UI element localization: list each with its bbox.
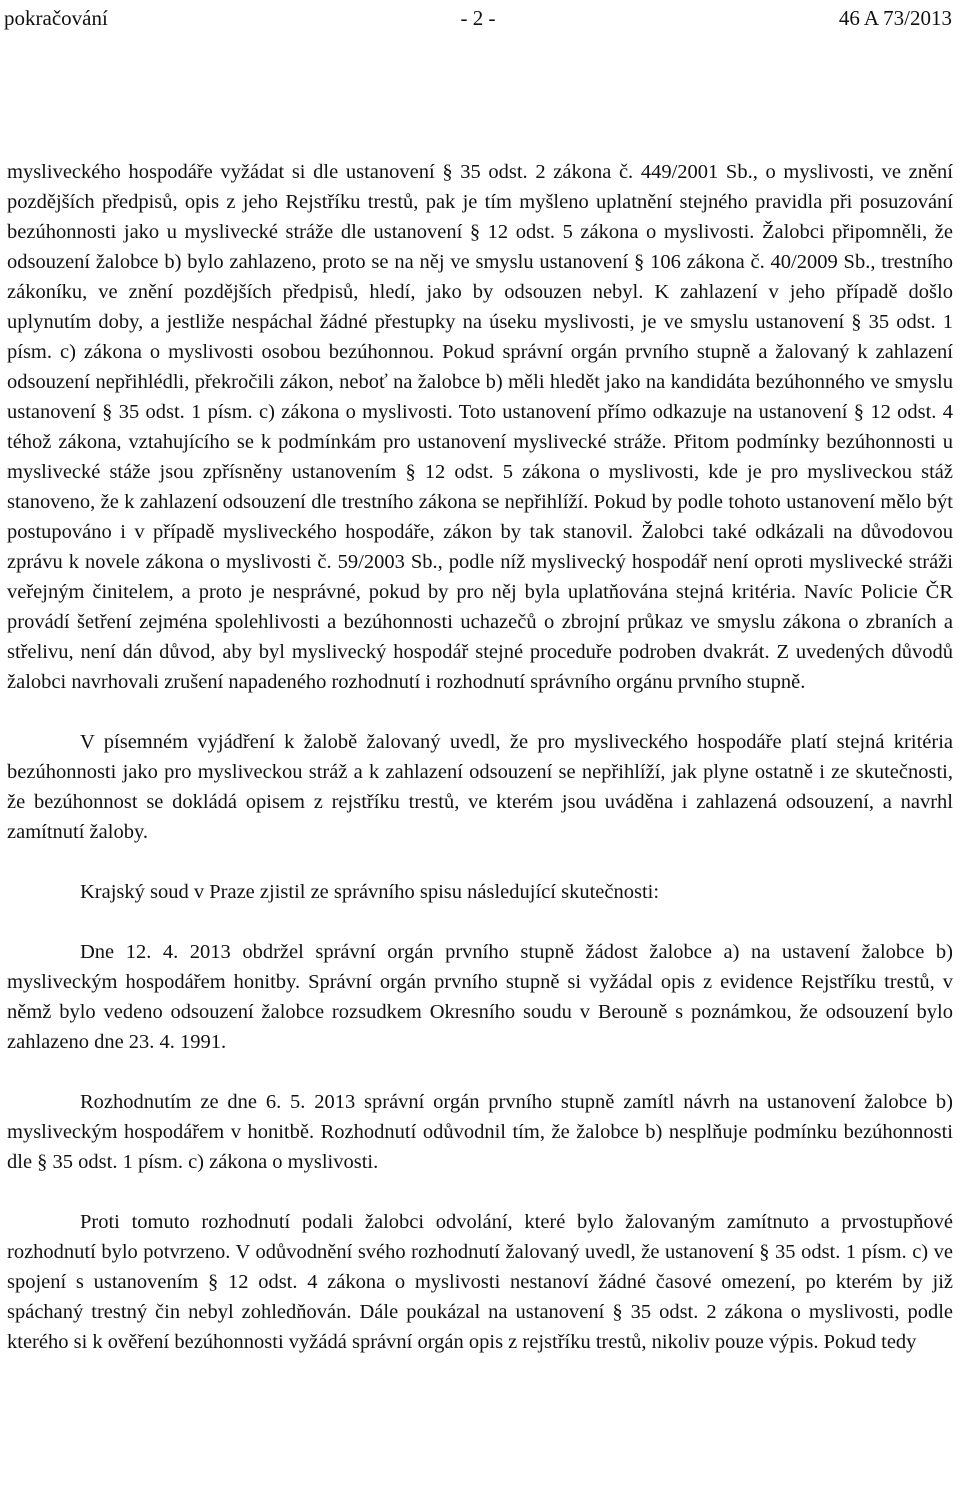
paragraph-decision: Rozhodnutím ze dne 6. 5. 2013 správní orgán prvního stupně zamítl návrh na ustanovení žalobce b) mysliveckým hospodářem v honitbě. Rozhodnutí odůvodnil tím, že žalobce b) nesplňuje podmínku bezúhonnosti dle § 35 odst. 1 písm. c) zákona o myslivosti. (7, 1091, 953, 1173)
paragraph-appeal: Proti tomuto rozhodnutí podali žalobci odvolání, které bylo žalovaným zamítnuto a prvostupňové rozhodnutí bylo potvrzeno. V odůvodnění svého rozhodnutí žalovaný uvedl, že ustanovení § 35 odst. 1 písm. c) ve spojení s ustanovením § 12 odst. 4 zákona o myslivosti nestanoví žádné časové omezení, po kterém by již spáchaný trestný čin nebyl zohledňován. Dále poukázal na ustanovení § 35 odst. 2 zákona o myslivosti, podle kterého si k ověření bezúhonnosti vyžádá správní orgán opis z rejstříku trestů, nikoliv pouze výpis. Pokud tedy (7, 1211, 953, 1353)
paragraph-defendant-statement: V písemném vyjádření k žalobě žalovaný uvedl, že pro mysliveckého hospodáře platí stejná kritéria bezúhonnosti jako pro mysliveckou stráž a k zahlazení odsouzení se nepřihlíží, jak plyne ostatně i ze skutečnosti, že bezúhonnost se dokládá opisem z rejstříku trestů, ve kterém jsou uváděna i zahlazená odsouzení, a navrhl zamítnutí žaloby. (7, 731, 953, 843)
header-continuation-label: pokračování (4, 6, 108, 30)
page-number: - 2 - (460, 6, 496, 30)
paragraph-request-date: Dne 12. 4. 2013 obdržel správní orgán prvního stupně žádost žalobce a) na ustavení žalobce b) mysliveckým hospodářem honitby. Správní orgán prvního stupně si vyžádal opis z evidence Rejstříku trestů, v němž bylo vedeno odsouzení žalobce rozsudkem Okresního soudu v Berouně s poznámkou, že odsouzení bylo zahlazeno dne 23. 4. 1991. (7, 941, 953, 1053)
document-body (7, 157, 953, 1387)
paragraph-court-findings-intro: Krajský soud v Praze zjistil ze správního spisu následující skutečnosti: (80, 881, 660, 903)
paragraph-continuation: mysliveckého hospodáře vyžádat si dle ustanovení § 35 odst. 2 zákona č. 449/2001 Sb., o myslivosti, ve znění pozdějších předpisů, opis z jeho Rejstříku trestů, pak je tím myšleno uplatnění stejného pravidla při posuzování bezúhonnosti jako u myslivecké stráže dle ustanovení § 12 odst. 5 zákona o myslivosti. Žalobci připomněli, že odsouzení žalobce b) bylo zahlazeno, proto se na něj ve smyslu ustanovení § 106 zákona č. 40/2009 Sb., trestního zákoníku, ve znění pozdějších předpisů, hledí, jako by odsouzen nebyl. K zahlazení v jeho případě došlo uplynutím doby, a jestliže nespáchal žádné přestupky na úseku myslivosti, je ve smyslu ustanovení § 35 odst. 1 písm. c) zákona o myslivosti osobou bezúhonnou. Pokud správní orgán prvního stupně a žalovaný k zahlazení odsouzení nepřihlédli, překročili zákon, neboť na žalobce b) měli hledět jako na kandidáta bezúhonného ve smyslu ustanovení § 35 odst. 1 písm. c) zákona o myslivosti. Toto ustanovení přímo odkazuje na ustanovení § 12 odst. 4 téhož zákona, vztahujícího se k podmínkám pro ustanovení myslivecké stráže. Přitom podmínky bezúhonnosti u myslivecké stáže jsou zpřísněny ustanovením § 12 odst. 5 zákona o myslivosti, kde je pro mysliveckou stáž stanoveno, že k zahlazení odsouzení dle trestního zákona se nepřihlíží. Pokud by podle tohoto ustanovení mělo být postupováno i v případě mysliveckého hospodáře, zákon by tak stanovil. Žalobci také odkázali na důvodovou zprávu k novele zákona o myslivosti č. 59/2003 Sb., podle níž myslivecký hospodář není oproti myslivecké stráži veřejným činitelem, a proto je nesprávné, pokud by pro něj byla uplatňována stejná kritéria. Navíc Policie ČR provádí šetření zejména spolehlivosti a bezúhonnosti uchazečů o zbrojní průkaz ve smyslu zákona o zbraních a střelivu, není dán důvod, aby byl myslivecký hospodář stejné proceduře podroben dvakrát. Z uvedených důvodů žalobci navrhovali zrušení napadeného rozhodnutí i rozhodnutí správního orgánu prvního stupně. (7, 161, 953, 693)
page-header (4, 2, 952, 34)
case-number: 46 A 73/2013 (838, 6, 952, 30)
